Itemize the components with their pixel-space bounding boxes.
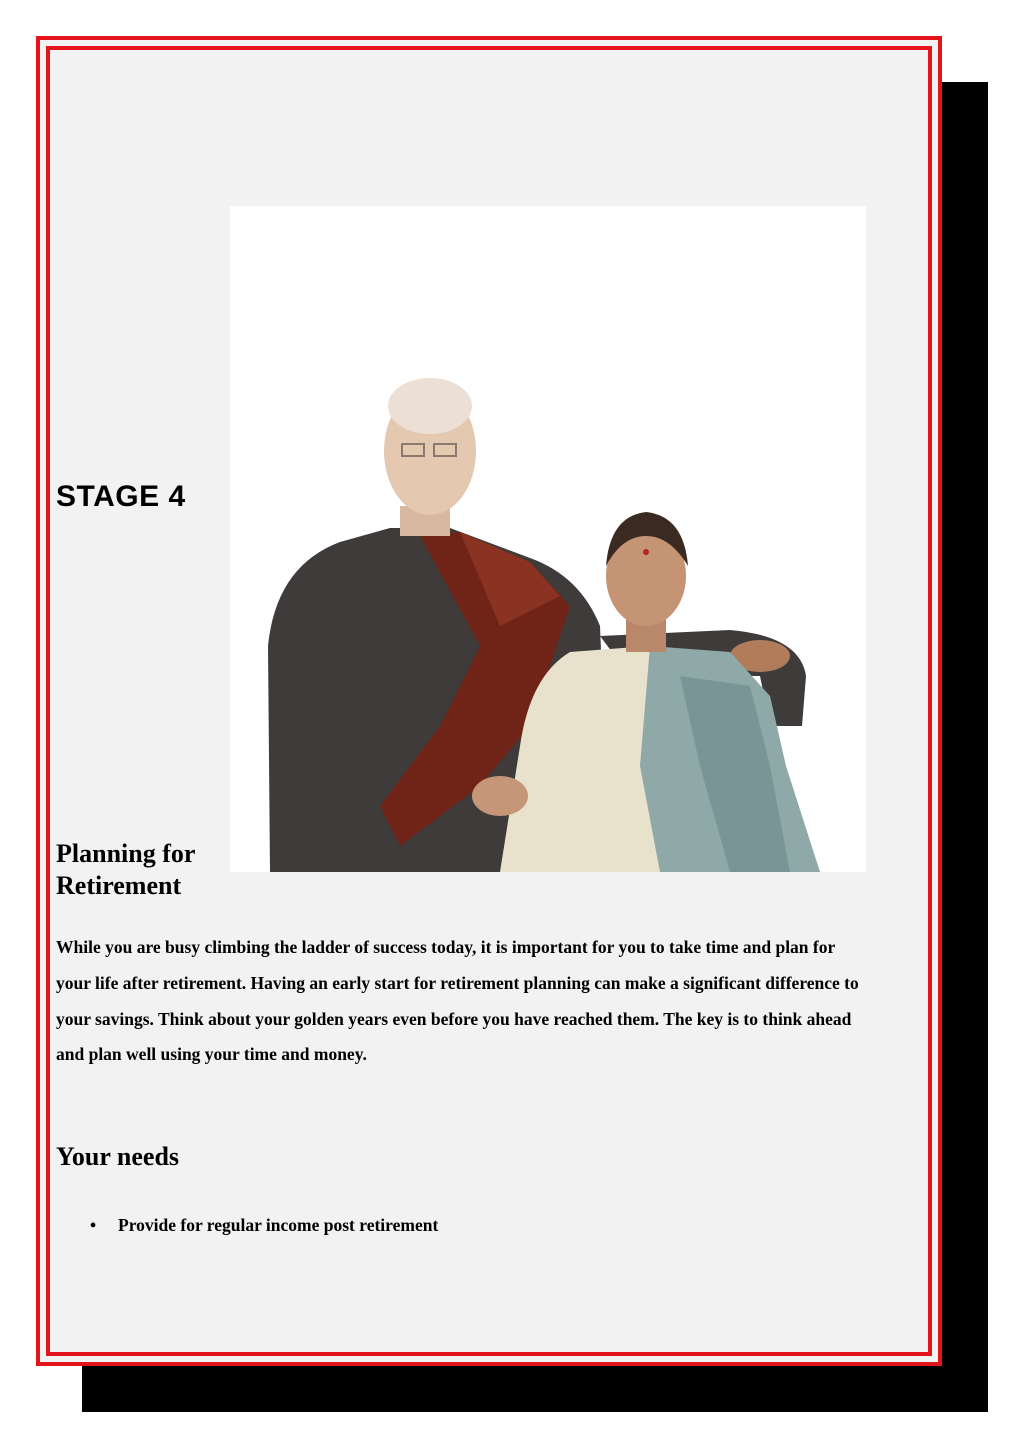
list-item-text: Provide for regular income post retirement	[118, 1215, 439, 1235]
retired-couple-photo	[230, 206, 866, 872]
retired-couple-illustration	[230, 206, 866, 872]
stage-label: STAGE 4	[56, 480, 186, 513]
document-page	[36, 36, 942, 1366]
section-title: Planning for Retirement	[56, 839, 195, 900]
intro-paragraph: While you are busy climbing the ladder of success today, it is important for you to take time and plan for your life after retirement. Having an early start for retirement planning can make a significant difference to your savings. Think about your golden years even before you have reached them. The key is to think ahead and plan well using your time and money.	[56, 937, 859, 1065]
needs-list	[56, 1210, 438, 1240]
list-item	[56, 1210, 438, 1240]
bullet-icon: •	[90, 1215, 97, 1235]
needs-heading: Your needs	[56, 1142, 180, 1171]
